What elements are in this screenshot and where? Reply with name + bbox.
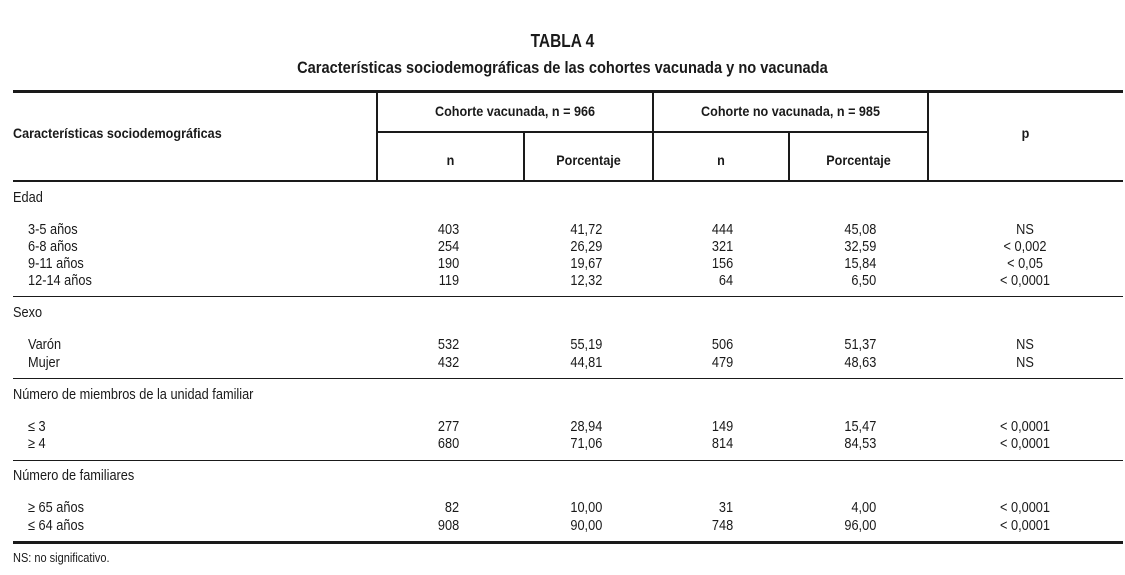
cell-pct-novac: 51,37 [844, 337, 876, 353]
cell-pct-vac: 10,00 [570, 500, 602, 516]
section-title: Edad [13, 190, 43, 206]
cell-pct-novac: 84,53 [844, 436, 876, 452]
cell-n-vac: 532 [437, 337, 459, 353]
cell-pct-vac: 19,67 [570, 256, 602, 272]
header-vaccinated: Cohorte vacunada, n = 966 [434, 103, 596, 119]
cell-n-vac: 190 [437, 256, 459, 272]
row-label: Mujer [28, 355, 60, 371]
table-number: TABLA 4 [530, 31, 595, 51]
cell-p: < 0,0001 [999, 500, 1051, 516]
cell-pct-novac: 96,00 [844, 518, 876, 534]
header-n-novac: n [717, 152, 725, 168]
cell-n-vac: 403 [437, 222, 459, 238]
cell-p: < 0,0001 [999, 518, 1051, 534]
cell-p: < 0,0001 [999, 419, 1051, 435]
cell-pct-novac: 45,08 [844, 222, 876, 238]
cell-n-novac: 156 [711, 256, 733, 272]
table-title: Características sociodemográficas de las cohortes vacunada y no vacunada [297, 58, 828, 77]
cell-pct-vac: 44,81 [570, 355, 602, 371]
header-bottom-rule [13, 180, 1123, 182]
cell-n-novac: 814 [711, 436, 733, 452]
top-rule [13, 90, 1123, 93]
cell-n-vac: 254 [437, 239, 459, 255]
bottom-rule [13, 541, 1123, 544]
cell-pct-vac: 26,29 [570, 239, 602, 255]
section-rule [13, 460, 1123, 461]
cell-n-novac: 149 [711, 419, 733, 435]
cell-pct-novac: 15,47 [844, 419, 876, 435]
footnote: NS: no significativo. [13, 551, 110, 565]
cell-n-vac: 119 [438, 273, 459, 289]
cell-pct-novac: 48,63 [844, 355, 876, 371]
header-divider [927, 92, 929, 181]
cell-p: < 0,05 [1007, 256, 1043, 272]
section-rule [13, 378, 1123, 379]
cell-p: NS [1016, 355, 1034, 371]
cell-p: < 0,002 [1003, 239, 1047, 255]
cell-pct-novac: 15,84 [844, 256, 876, 272]
cell-pct-vac: 90,00 [570, 518, 602, 534]
cell-n-novac: 479 [711, 355, 733, 371]
cell-n-novac: 444 [711, 222, 733, 238]
header-unvaccinated: Cohorte no vacunada, n = 985 [701, 103, 880, 119]
row-label: 6-8 años [28, 239, 78, 255]
cell-n-vac: 277 [437, 419, 459, 435]
cell-n-vac: 908 [437, 518, 459, 534]
cell-p: NS [1016, 222, 1034, 238]
section-rule [13, 296, 1123, 297]
header-pct-novac: Porcentaje [826, 152, 891, 168]
row-label: ≤ 64 años [28, 518, 84, 534]
cell-pct-vac: 55,19 [570, 337, 602, 353]
cell-n-vac: 82 [444, 500, 459, 516]
header-pct-vac: Porcentaje [556, 152, 621, 168]
cell-n-vac: 432 [437, 355, 459, 371]
cell-pct-novac: 6,50 [851, 273, 876, 289]
cell-pct-vac: 71,06 [570, 436, 602, 452]
header-divider [376, 92, 378, 181]
section-title: Número de familiares [13, 468, 135, 484]
header-p: p [1021, 125, 1030, 141]
cell-n-vac: 680 [437, 436, 459, 452]
header-characteristics: Características sociodemográficas [13, 125, 222, 141]
cell-pct-novac: 4,00 [851, 500, 876, 516]
row-label: ≥ 65 años [28, 500, 84, 516]
section-title: Número de miembros de la unidad familiar [13, 387, 254, 403]
row-label: 3-5 años [28, 222, 78, 238]
cell-pct-vac: 12,32 [570, 273, 602, 289]
header-divider [523, 132, 525, 181]
cell-pct-vac: 41,72 [570, 222, 602, 238]
row-label: ≤ 3 [28, 419, 46, 435]
cell-n-novac: 321 [711, 239, 733, 255]
section-title: Sexo [13, 305, 43, 321]
cell-n-novac: 64 [718, 273, 733, 289]
cell-n-novac: 506 [711, 337, 733, 353]
header-n-vac: n [446, 152, 455, 168]
row-label: ≥ 4 [28, 436, 46, 452]
cell-p: < 0,0001 [999, 436, 1051, 452]
cell-p: < 0,0001 [999, 273, 1051, 289]
cell-n-novac: 31 [718, 500, 733, 516]
row-label: 9-11 años [28, 256, 84, 272]
cell-pct-novac: 32,59 [844, 239, 876, 255]
row-label: 12-14 años [28, 273, 92, 289]
header-divider [652, 92, 654, 181]
cell-n-novac: 748 [711, 518, 733, 534]
cell-pct-vac: 28,94 [570, 419, 602, 435]
row-label: Varón [28, 337, 62, 353]
cell-p: NS [1016, 337, 1034, 353]
header-divider [788, 132, 790, 181]
